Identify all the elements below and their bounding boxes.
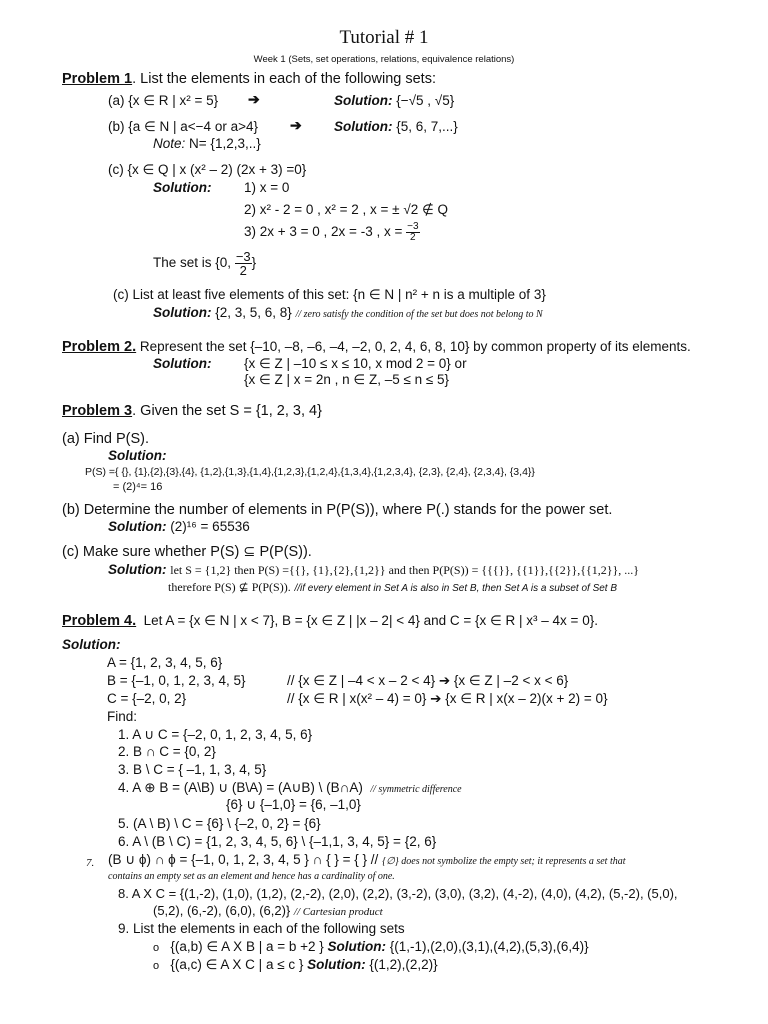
page-title: Tutorial # 1: [339, 27, 429, 48]
p4-item-6: 6. A \ (B \ C) = {1, 2, 3, 4, 5, 6} \ {–1,1, 3, 4, 5} = {2, 6}: [118, 834, 437, 849]
p1-c-solution-label: Solution:: [153, 180, 212, 195]
p4-item-3: 3. B \ C = { –1, 1, 3, 4, 5}: [118, 762, 267, 777]
problem-4-heading: Problem 4. Let A = {x ∈ N | x < 7}, B = {x ∈ Z | |x – 2| < 4} and C = {x ∈ R | x³ – 4x = 0}.: [62, 613, 598, 629]
p3-c-question: (c) Make sure whether P(S) ⊆ P(P(S)).: [62, 544, 312, 560]
problem-3-heading: Problem 3. Given the set S = {1, 2, 3, 4}: [62, 403, 322, 419]
p3-a-question: (a) Find P(S).: [62, 431, 150, 447]
p4-item-7: (B ∪ ϕ) ∩ ϕ = {–1, 0, 1, 2, 3, 4, 5 } ∩ { } = { } // {∅} does not symbolize the empty set; it represents a set that: [108, 852, 626, 867]
p3-c-conclusion: therefore P(S) ⊈ P(P(S)). //if every element in Set A is also in Set B, then Set A is a subset of Set B: [168, 580, 618, 594]
p4-item-9-b: o {(a,c) ∈ A X C | a ≤ c } Solution: {(1,2),(2,2)}: [153, 957, 438, 972]
p1-b-solution: Solution: {5, 6, 7,...}: [334, 119, 458, 134]
p1-c-step-3: 3) 2x + 3 = 0 , 2x = -3 , x = $\frac{-3}{2}$: [244, 221, 419, 243]
p3-b-question: (b) Determine the number of elements in P(P(S)), where P(.) stands for the power set.: [62, 502, 613, 518]
p3-power-set-count: = (2)⁴= 16: [113, 481, 163, 493]
p4-item-4: 4. A ⊕ B = (A\B) ∪ (B\A) = (A∪B) \ (B∩A) // symmetric difference: [118, 780, 462, 795]
p2-solution-1: {x ∈ Z | –10 ≤ x ≤ 10, x mod 2 = 0} or: [244, 356, 467, 371]
page-subtitle: Week 1 (Sets, set operations, relations, equivalence relations): [253, 54, 515, 65]
p4-item-7-number: 7.: [86, 857, 95, 869]
p1-c-question: (c) {x ∈ Q | x (x² – 2) (2x + 3) =0}: [108, 162, 307, 177]
p3-b-solution: Solution: (2)¹⁶ = 65536: [108, 519, 250, 534]
p4-set-b: B = {–1, 0, 1, 2, 3, 4, 5}: [107, 673, 246, 688]
p4-set-b-note: // {x ∈ Z | –4 < x – 2 < 4} ➔ {x ∈ Z | –2 < x < 6}: [287, 673, 569, 688]
fraction: $\frac{-3}{2}$: [235, 249, 251, 278]
p4-item-7-note: contains an empty set as an element and hence has a cardinality of one.: [108, 871, 395, 882]
p2-solution-2: {x ∈ Z | x = 2n , n ∈ Z, –5 ≤ n ≤ 5}: [244, 372, 450, 387]
p4-item-5: 5. (A \ B) \ C = {6} \ {–2, 0, 2} = {6}: [118, 816, 321, 831]
problem-2-heading: Problem 2. Represent the set {–10, –8, –6, –4, –2, 0, 2, 4, 6, 8, 10} by common property of its elements.: [62, 339, 691, 355]
p4-item-1: 1. A ∪ C = {–2, 0, 1, 2, 3, 4, 5, 6}: [118, 727, 313, 742]
arrow-icon: ➔: [290, 117, 302, 133]
arrow-icon: ➔: [248, 91, 260, 107]
p3-power-set: P(S) ={ {}, {1},{2},{3},{4}, {1,2},{1,3},{1,4},{1,2,3},{1,2,4},{1,3,4},{1,2,3,4}, {2,3}, {2,4}, {2,3,4}, {3,4}}: [85, 466, 535, 478]
fraction: $\frac{-3}{2}$: [407, 221, 419, 243]
p4-find-label: Find:: [107, 709, 138, 724]
p4-set-c: C = {–2, 0, 2}: [107, 691, 187, 706]
problem-1-heading: Problem 1. List the elements in each of the following sets:: [62, 71, 436, 87]
p1-a-solution: Solution: {−√5 , √5}: [334, 93, 455, 108]
p4-item-2: 2. B ∩ C = {0, 2}: [118, 744, 216, 759]
p4-item-8: 8. A X C = {(1,-2), (1,0), (1,2), (2,-2), (2,0), (2,2), (3,-2), (3,0), (3,2), (4,-2), (4,0), (4,2), (5,-2), (5,0),: [118, 886, 678, 901]
p1-d-question: (c) List at least five elements of this set: {n ∈ N | n² + n is a multiple of 3}: [113, 287, 546, 302]
p4-solution-label: Solution:: [62, 637, 121, 652]
p4-item-9-a: o {(a,b) ∈ A X B | a = b +2 } Solution: {(1,-1),(2,0),(3,1),(4,2),(5,3),(6,4)}: [153, 939, 589, 954]
p4-set-c-note: // {x ∈ R | x(x² – 4) = 0} ➔ {x ∈ R | x(x – 2)(x + 2) = 0}: [287, 691, 608, 706]
p4-item-8-cont: (5,2), (6,-2), (6,0), (6,2)} // Cartesian product: [153, 903, 383, 918]
p2-solution-label: Solution:: [153, 356, 212, 371]
p4-set-a: A = {1, 2, 3, 4, 5, 6}: [107, 655, 223, 670]
p1-b-question: (b) {a ∈ N | a<−4 or a>4}: [108, 119, 258, 134]
p4-item-4-result: {6} ∪ {–1,0} = {6, –1,0}: [226, 797, 361, 812]
p4-item-9: 9. List the elements in each of the following sets: [118, 921, 405, 936]
p1-a-question: (a) {x ∈ R | x² = 5}: [108, 93, 219, 108]
p1-c-result: The set is {0, $\frac{-3}{2}$ }: [153, 249, 257, 278]
p1-c-step-2: 2) x² - 2 = 0 , x² = 2 , x = ± √2 ∉ Q: [244, 202, 449, 217]
p3-c-solution: Solution: let S = {1,2} then P(S) ={{}, {1},{2},{1,2}} and then P(P(S)) = {{{}}, {{1}},{{2}},{{1,2}}, ...}: [108, 562, 640, 577]
p1-c-step-1: 1) x = 0: [244, 180, 290, 195]
p1-d-solution: Solution: {2, 3, 5, 6, 8} // zero satisfy the condition of the set but does not belong to N: [153, 305, 543, 320]
p1-b-note: Note: N= {1,2,3,..}: [153, 136, 261, 151]
p3-a-solution-label: Solution:: [108, 448, 167, 463]
